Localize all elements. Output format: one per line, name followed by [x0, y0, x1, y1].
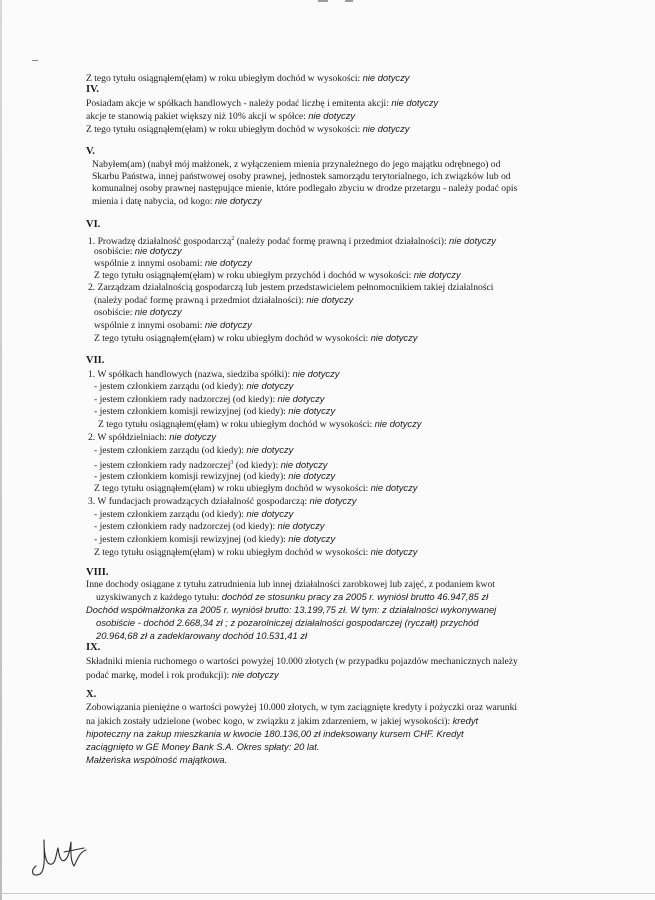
value: nie dotyczy: [391, 97, 439, 108]
value: 20.964,68 zł a zadeklarowany dochód 10.531,41 zł: [96, 630, 308, 641]
s7-board-line: [94, 444, 293, 457]
scan-speck: [32, 60, 38, 61]
label: podać markę, model i rok produkcji):: [86, 670, 230, 681]
s5-acquired-line: [92, 195, 262, 208]
s7-supervisory-line: [94, 520, 324, 533]
section-heading: VII.: [86, 355, 105, 366]
label: uzyskiwanych z każdego tytułu:: [96, 592, 220, 603]
s7-foundations-line: [88, 495, 356, 508]
label: - jestem członkiem rady nadzorczej (od kiedy):: [94, 394, 276, 405]
label: - jestem członkiem komisji rewizyjnej (od kiedy):: [94, 534, 286, 545]
label: wspólnie z innymi osobami:: [94, 320, 203, 331]
s5-line: Skarbu Państwa, innej państwowej osoby prawnej, jednostek samorządu terytorialnego, ich związków lub od: [92, 171, 511, 182]
value: nie dotyczy: [277, 393, 325, 404]
label: Z tego tytułu osiągnąłem(ęłam) w roku ubiegłym przychód i dochód w wysokości:: [94, 270, 412, 281]
label: - jestem członkiem zarządu (od kiedy):: [94, 445, 244, 456]
footnote-mark: 2: [231, 236, 235, 242]
value: nie dotyczy: [362, 123, 410, 134]
s10-loan-line: [86, 741, 319, 754]
s3-income-line: [86, 72, 409, 85]
s7-coops-line: [88, 431, 216, 444]
label: 3. W fundacjach prowadzących działalność gospodarczą:: [88, 496, 308, 507]
scan-mark: [318, 0, 328, 2]
value: nie dotyczy: [204, 257, 252, 268]
value: nie dotyczy: [449, 235, 496, 247]
label: Z tego tytułu osiągnąłem(ęłam) w roku ubiegłym dochód w wysokości:: [94, 547, 369, 558]
value: Małżeńska wspólność majątkowa.: [86, 754, 228, 765]
value: nie dotyczy: [204, 319, 252, 330]
value: zaciągnięto w GE Money Bank S.A. Okres spłaty: 20 lat.: [86, 741, 320, 752]
s8-spouse-line: [96, 630, 307, 643]
value: nie dotyczy: [413, 269, 461, 280]
s7-income-line: [98, 418, 421, 431]
label: akcje te stanowią pakiet większy niż 10% akcji w spółce:: [86, 111, 306, 122]
s4-stake-line: [86, 110, 355, 123]
value: nie dotyczy: [214, 195, 262, 206]
section-heading: IX.: [86, 642, 101, 653]
s8-spouse-line: [86, 604, 496, 617]
value: dochód ze stosunku pracy za 2005 r. wyniósł brutto 46.947,85 zł: [221, 591, 489, 602]
scan-mark: [345, 0, 353, 2]
value: nie dotyczy: [246, 444, 294, 455]
value: nie dotyczy: [292, 368, 340, 379]
value: nie dotyczy: [288, 470, 336, 481]
s8-spouse-line: [96, 617, 479, 630]
s7-board-line: [94, 380, 293, 393]
label: - jestem członkiem rady nadzorczej: [94, 460, 231, 472]
label: - jestem członkiem zarządu (od kiedy):: [94, 509, 244, 520]
label: na jakich zostały udzielone (wobec kogo, w związku z jakim zdarzeniem, w jakiej wysokości):: [86, 716, 451, 727]
s10-loan-line: [86, 728, 464, 741]
value: nie dotyczy: [231, 669, 279, 680]
label: Posiadam akcje w spółkach handlowych - należy podać liczbę i emitenta akcji:: [86, 98, 389, 109]
s6-personally-line: [94, 306, 182, 319]
value: nie dotyczy: [374, 418, 422, 429]
value: nie dotyczy: [169, 431, 217, 442]
label: 2. W spółdzielniach:: [88, 432, 167, 443]
s7-income-line: [94, 482, 417, 495]
label: osobiście:: [94, 246, 133, 257]
section-heading: IV.: [86, 84, 99, 95]
value: kredyt: [452, 715, 479, 726]
label: - jestem członkiem komisji rewizyjnej (od kiedy):: [94, 406, 286, 417]
s9-vehicle-line: [86, 669, 279, 682]
label: Z tego tytułu osiągnąłem(ęłam) w roku ubiegłym dochód w wysokości:: [94, 483, 369, 494]
section-heading: VIII.: [86, 567, 109, 578]
label: - jestem członkiem rady nadzorczej (od kiedy):: [94, 521, 276, 532]
label: mienia i datę nabycia, od kogo:: [92, 196, 213, 207]
value: nie dotyczy: [134, 306, 182, 317]
s5-line: komunalnej osoby prawnej następujące mienie, które podlegało zbyciu w drodze przetargu - należy podać opis: [92, 183, 518, 194]
s6-income-line: [94, 269, 461, 282]
value: nie dotyczy: [362, 72, 410, 83]
s7-income-line: [94, 546, 417, 559]
signature: [26, 830, 98, 882]
label: Z tego tytułu osiągnąłem(ęłam) w roku ubiegłym dochód w wysokości:: [98, 419, 373, 430]
value: nie dotyczy: [370, 482, 418, 493]
label: Z tego tytułu osiągnąłem(ęłam) w roku ubiegłym dochód w wysokości:: [86, 73, 361, 84]
s10-property-line: [86, 754, 227, 767]
s7-audit-line: [94, 405, 335, 418]
value: nie dotyczy: [280, 459, 328, 471]
label: 1. Prowadzę działalność gospodarczą: [88, 236, 232, 248]
s5-line: Nabyłem(am) (nabył mój małżonek, z wyłączeniem mienia przynależnego do jego majątku odrębnego) od: [92, 159, 501, 170]
label: osobiście:: [94, 307, 133, 318]
value: nie dotyczy: [288, 533, 336, 544]
footnote-mark: 3: [230, 460, 234, 466]
s6-income-line: [94, 332, 417, 345]
label: (należy podać formę prawną i przedmiot działalności):: [94, 295, 304, 306]
s8-line: Inne dochody osiągane z tytułu zatrudnienia lub innej działalności zarobkowej lub zajęć, z podaniem kwot: [86, 579, 495, 590]
s9-line: Składniki mienia ruchomego o wartości powyżej 10.000 złotych (w przypadku pojazdów mechanicznych należy: [86, 656, 518, 667]
label: 1. W spółkach handlowych (nazwa, siedziba spółki):: [88, 369, 291, 380]
s7-audit-line: [94, 533, 335, 546]
s10-line: Zobowiązania pieniężne o wartości powyżej 10.000 złotych, w tym zaciągnięte kredyty i pożyczki oraz warunki: [86, 702, 518, 713]
label: Z tego tytułu osiągnąłem(ęłam) w roku ubiegłym dochód w wysokości:: [86, 124, 361, 135]
label: Z tego tytułu osiągnąłem(ęłam) w roku ubiegłym dochód w wysokości:: [94, 333, 369, 344]
label: (należy podać formę prawną i przedmiot działalności):: [234, 236, 447, 248]
value: nie dotyczy: [308, 110, 356, 121]
s6-jointly-line: [94, 319, 252, 332]
s4-shares-line: [86, 97, 438, 110]
value: Dochód współmałżonka za 2005 r. wyniósł brutto: 13.199,75 zł. W tym: z działalności wykonywanej: [86, 604, 497, 615]
scan-bottom-edge: [0, 893, 655, 894]
value: nie dotyczy: [134, 245, 182, 256]
value: nie dotyczy: [306, 294, 354, 305]
s6-manage-line: 2. Zarządzam działalnością gospodarczą lub jestem przedstawicielem pełnomocnikiem takiej działalności: [88, 282, 494, 293]
s10-liabilities-line: [86, 715, 478, 728]
s4-income-line: [86, 123, 409, 136]
section-heading: VI.: [86, 219, 101, 230]
value: hipoteczny na zakup mieszkania w kwocie 180.136,00 zł indeksowany kursem CHF. Kredyt: [86, 728, 464, 739]
value: nie dotyczy: [370, 546, 418, 557]
value: nie dotyczy: [370, 332, 418, 343]
value: nie dotyczy: [246, 380, 294, 391]
section-heading: V.: [86, 146, 95, 157]
value: nie dotyczy: [246, 508, 294, 519]
value: nie dotyczy: [309, 495, 357, 506]
section-heading: X.: [86, 689, 97, 700]
label: (od kiedy):: [233, 460, 279, 472]
scan-left-edge: [0, 0, 2, 900]
label: - jestem członkiem zarządu (od kiedy):: [94, 381, 244, 392]
value: osobiście - dochód 2.668,34 zł ; z pozarolniczej działalności gospodarczej (ryczałt) przychód: [96, 617, 479, 628]
label: - jestem członkiem komisji rewizyjnej (od kiedy):: [94, 471, 286, 482]
value: nie dotyczy: [288, 405, 336, 416]
label: wspólnie z innymi osobami:: [94, 258, 203, 269]
value: nie dotyczy: [277, 520, 325, 531]
s8-employment-line: [96, 591, 488, 604]
